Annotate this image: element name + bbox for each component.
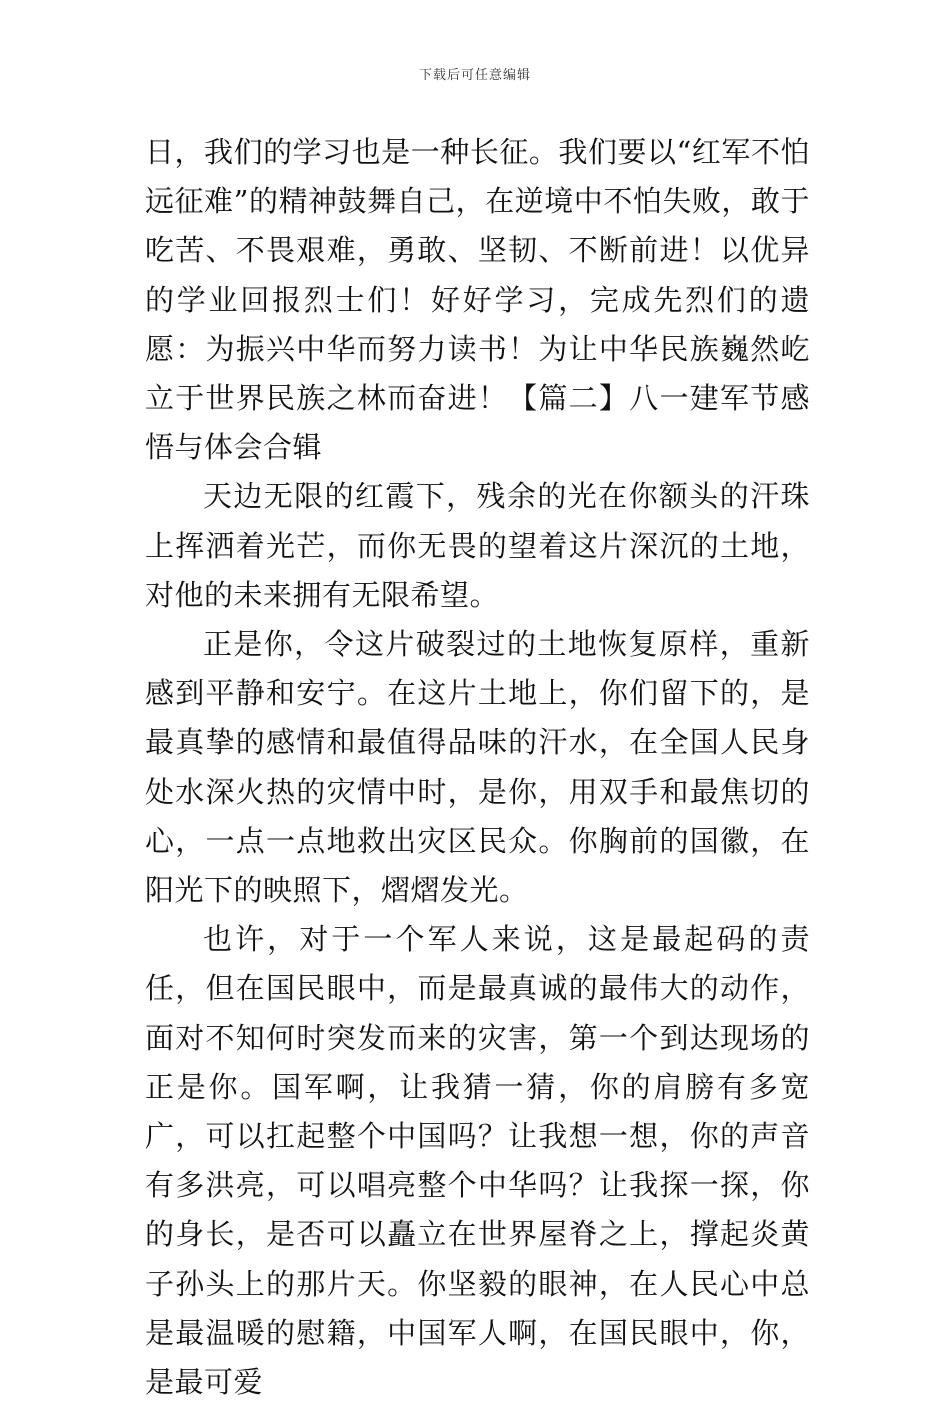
paragraph-3: 正是你，令这片破裂过的土地恢复原样，重新感到平静和安宁。在这片土地上，你们留下的，是最真挚的感情和最值得品味的汗水，在全国人民身处水深火热的灾情中时，是你，用双手和最焦切的心，一点一点地救出灾区民众。你胸前的国徽，在阳光下的映照下，熠熠发光。 bbox=[145, 627, 810, 908]
paragraph-1: 日，我们的学习也是一种长征。我们要以“红军不怕远征难”的精神鼓舞自己，在逆境中不怕失败，敢于吃苦、不畏艰难，勇敢、坚韧、不断前进！以优异的学业回报烈士们！好好学习，完成先烈们的遗愿：为振兴中华而努力读书！为让中华民族巍然屹立于世界民族之林而奋进！【篇二】八一建军节感悟与体会合辑 bbox=[145, 135, 810, 465]
page-header: 下载后可任意编辑 bbox=[418, 68, 531, 83]
paragraph-2: 天边无限的红霞下，残余的光在你额头的汗珠上挥洒着光芒，而你无畏的望着这片深沉的土地，对他的未来拥有无限希望。 bbox=[145, 479, 810, 612]
paragraph-4: 也许，对于一个军人来说，这是最起码的责任，但在国民眼中，而是最真诚的最伟大的动作，面对不知何时突发而来的灾害，第一个到达现场的正是你。国军啊，让我猜一猜，你的肩膀有多宽广，可以扛起整个中国吗？让我想一想，你的声音有多洪亮，可以唱亮整个中华吗？让我探一探，你的身长，是否可以矗立在世界屋脊之上，撑起炎黄子孙头上的那片天。你坚毅的眼神，在人民心中总是最温暖的慰籍，中国军人啊，在国民眼中，你，是最可爱 bbox=[145, 922, 810, 1400]
document-body bbox=[145, 128, 810, 1407]
